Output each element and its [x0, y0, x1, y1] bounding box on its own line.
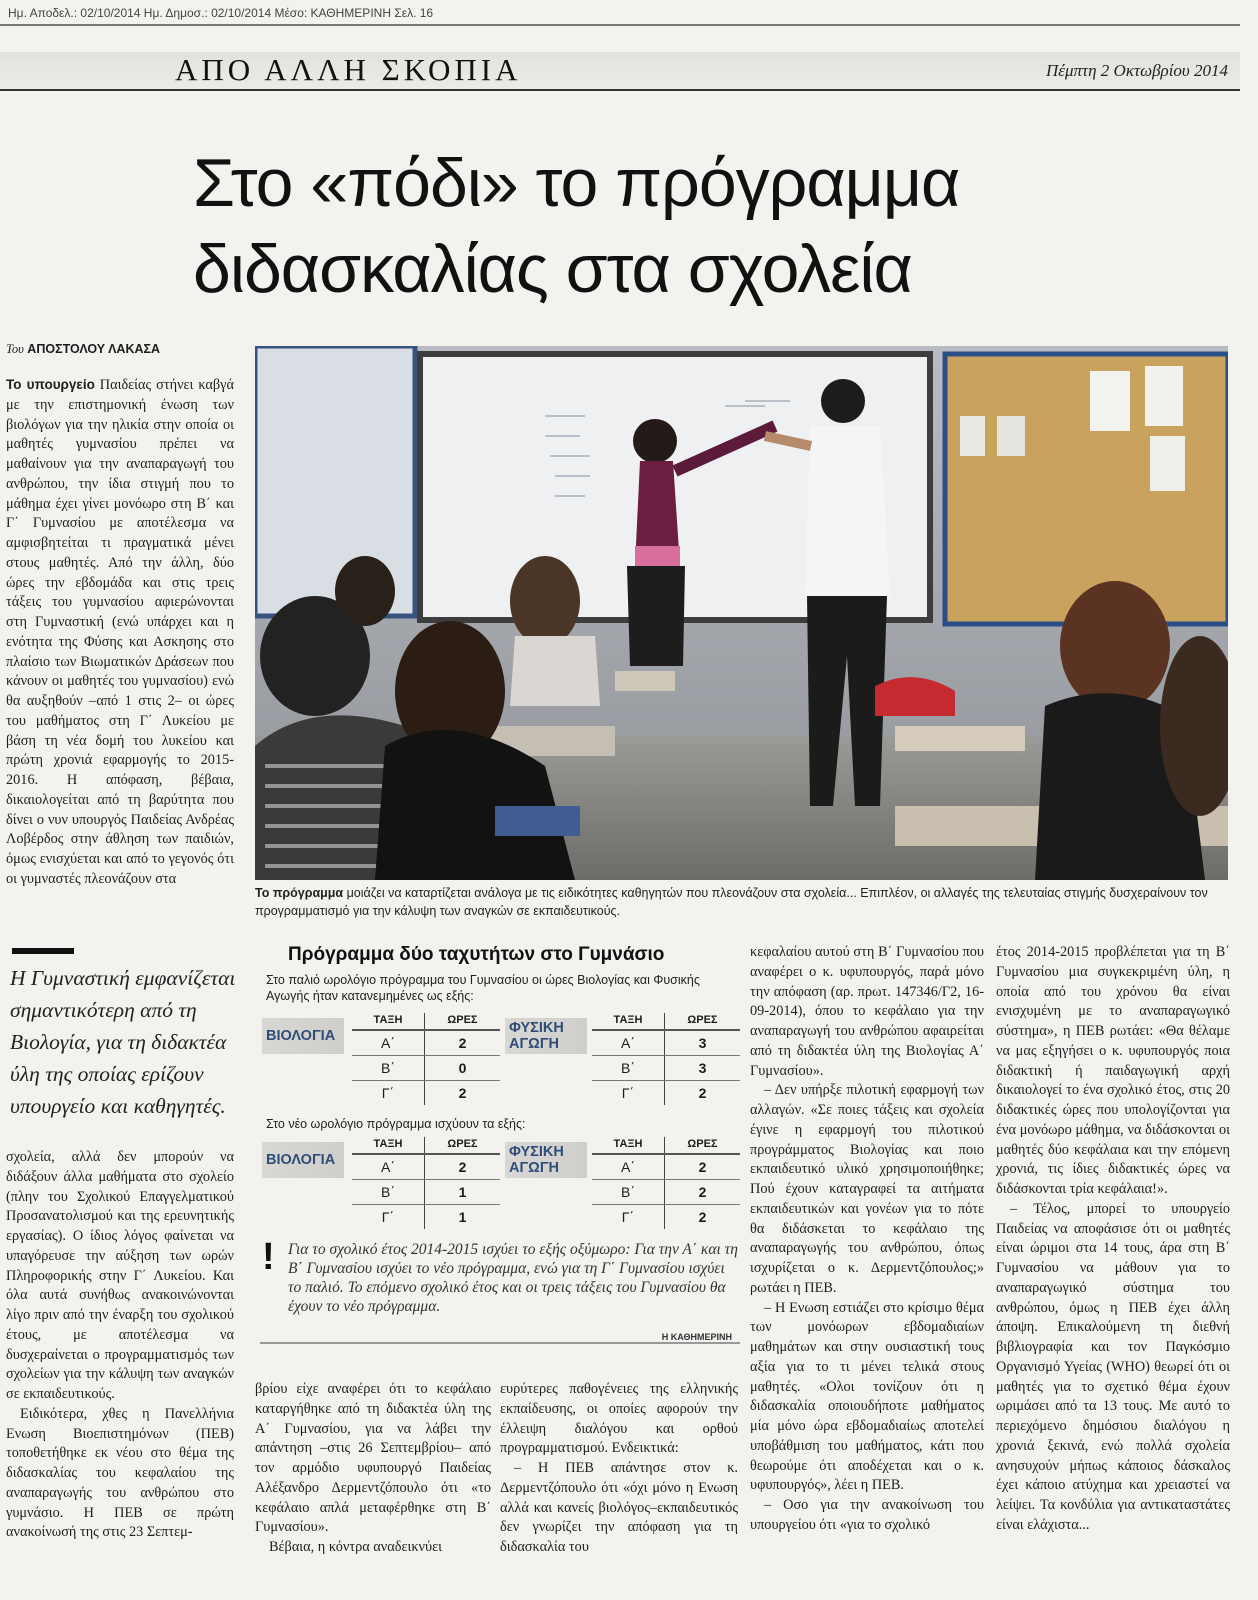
infobox-rule: [260, 1342, 740, 1344]
class-cell: Β΄: [592, 1055, 664, 1080]
byline-prefix: Του: [6, 342, 24, 356]
article-column-4: [750, 943, 984, 1600]
article-paragraph: κεφαλαίου αυτού στη Β΄ Γυμνασίου που αναφέρει ο κ. υφυπουργός, παρά μόνο την απόφαση (αρ. πρωτ. 147346/Γ2, 16-09-2014), όπου το κεφάλαιο για την αναπαραγωγή του ανθρώπου αφαιρείται από τη διδακτέα ύλη της Βιολογίας Α΄ Γυμνασίου».: [750, 944, 984, 1079]
infobox-title: Πρόγραμμα δύο ταχυτήτων στο Γυμνάσιο: [288, 944, 665, 965]
old-biology-table: [352, 1013, 500, 1105]
subject-label-biology: ΒΙΟΛΟΓΙΑ: [262, 1142, 344, 1178]
class-cell: Γ΄: [381, 1208, 395, 1225]
new-biology-table: [352, 1137, 500, 1229]
section-title: ΑΠΟ ΑΛΛΗ ΣΚΟΠΙΑ: [175, 52, 522, 87]
hours-cell: 2: [664, 1204, 740, 1229]
article-lead: Το υπουργείο: [6, 377, 95, 392]
class-cell: Γ΄: [621, 1208, 635, 1225]
column-header: ΩΡΕΣ: [424, 1137, 500, 1154]
issue-date: Πέμπτη 2 Οκτωβρίου 2014: [1046, 61, 1228, 80]
old-physical-education-table: [592, 1013, 740, 1105]
class-cell: Γ΄: [621, 1084, 635, 1101]
class-cell: Γ΄: [381, 1084, 395, 1101]
divider: [0, 89, 1240, 91]
hours-cell: 2: [664, 1080, 740, 1105]
class-cell: Β΄: [592, 1179, 664, 1204]
article-paragraph: έτος 2014-2015 προβλέπεται για τη Β΄ Γυμνασίου μια συγκεκριμένη ύλη, η οποία από του χρόνου θα είναι ενισχυμένη με το αναπαραγωγικό σύστημα», η ΠΕΒ ρωτάει: «Θα θέλαμε να μας εξηγήσει ο κ. υφυπουργός ποια διδακτική ή παιδαγωγική αρχή δικαιολογεί το ένα σχολικό έτος, στις 20 διδακτικές ώρες που υπολογίζονται για ένα μονόωρο μάθημα, να διδάσκονται οι μαθητές δύο κεφάλαια και την επόμενη χρονιά, τις ίδιες διδακτικές ώρες να διδάσκονται τρία κεφάλαια!».: [996, 944, 1230, 1197]
new-program-intro: Στο νέο ωρολόγιο πρόγραμμα ισχύουν τα εξής:: [266, 1117, 526, 1131]
infobox-note: Για το σχολικό έτος 2014-2015 ισχύει το εξής οξύμωρο: Για την Α΄ και τη Β΄ Γυμνασίου ισχύει το νέο πρόγραμμα, ενώ για τη Γ΄ Γυμνασίου ισχύει το παλιό. Το επόμενο σχολικό έτος και οι τρεις τάξεις του Γυμνασίου θα έχουν το νέο πρόγραμμα.: [288, 1241, 738, 1315]
subject-label-biology: ΒΙΟΛΟΓΙΑ: [262, 1018, 344, 1054]
subject-label-line: ΑΓΩΓΗ: [509, 1036, 559, 1052]
caption-text: μοιάζει να καταρτίζεται ανάλογα με τις ειδικότητες καθηγητών που πλεονάζουν στα σχολεία... Επιπλέον, οι αλλαγές της τελευταίας στιγμής δυσχεραίνουν τον προγραμματισμό για την κάλυψη των αναγκών σε εκπαιδευτικούς.: [255, 886, 1208, 918]
classroom-photo: [255, 346, 1228, 880]
pull-quote-rule: [12, 948, 74, 954]
old-program-intro: Στο παλιό ωρολόγιο πρόγραμμα του Γυμνασίου οι ώρες Βιολογίας και Φυσικής Αγωγής ήταν κατανεμημένες ως εξής:: [266, 973, 700, 1003]
class-cell: Β΄: [352, 1179, 424, 1204]
article-paragraph: σχολεία, αλλά δεν μπορούν να διδάξουν άλλα μαθήματα στο σχολείο (πλην του Σχολικού Επαγγελματικού Προσανατολισμού και της ερευνητικής εργασίας). Ο ίδιος λόγος φαίνεται να υπαγόρευσε την αύξηση των ωρών Πληροφορικής στην Γ΄ Λυκείου. Και όλα αυτά συνήθως ανακοινώνονται λίγο πριν από την έναρξη του σχολικού έτους, με αποτέλεσμα να δυσχεραίνεται ο προγραμματισμός των σχολείων για την κάλυψη των αναγκών σε εκπαιδευτικούς.: [6, 1149, 234, 1402]
article-text: Παιδείας στήνει καβγά με την επιστημονική ένωση των βιολόγων για την ηλικία στην οποία οι μαθητές γυμνασίου πρέπει να μαθαίνουν για την αναπαραγωγή του ανθρώπου, την ίδια στιγμή που το μάθημα έχει γίνει μονόωρο στη Β΄ και Γ΄ Γυμνασίου με αποτέλεσμα να αμφισβητείται τι πραγματικά μένει στους μαθητές. Από την άλλη, δύο ώρες την εβδομάδα και στις τρεις τάξεις του γυμνασίου αφιερώνονται στη Γυμναστική (ενώ υπάρχει και η ενότητα της Φύσης και Ασκησης στο πλαίσιο των Βιωματικών Δράσεων που κάνουν οι μαθητές του γυμνασίου) ενώ θα αυξηθούν –από 1 στις 2– οι ώρες του μαθήματος στη Γ΄ Λυκείου με βάση τη νέα δομή του λυκείου και πρώτη χρονιά εφαρμογής το 2015-2016. Η απόφαση, βέβαια, δικαιολογείται από τη βαρύτητα που δίνει ο νυν υπουργός Παιδείας Ανδρέας Λοβέρδος στην άθληση των παιδιών, όμως ενισχύεται και από το γεγονός ότι οι γυμναστές πλεονάζουν στα: [6, 377, 234, 887]
hours-cell: 1: [424, 1179, 500, 1204]
class-cell: Β΄: [352, 1055, 424, 1080]
headline-line: διδασκαλίας στα σχολεία: [193, 231, 912, 307]
column-header: ΤΑΞΗ: [352, 1137, 424, 1154]
column-header: ΤΑΞΗ: [592, 1013, 664, 1030]
subject-label-physical-education: [505, 1142, 587, 1178]
article-paragraph: – Τέλος, μπορεί το υπουργείο Παιδείας να αποφάσισε ότι οι μαθητές είναι ώριμοι στα 14 τους, άρα στη Β΄ Γυμνασίου να μάθουν για το αναπαραγωγικό σύστημα του ανθρώπου, όμως η ΠΕΒ έχει άλλη άποψη. Επικαλούμενη τη διεθνή βιβλιογραφία και τον Παγκόσμιο Οργανισμό Υγείας (WHO) θεωρεί ότι οι μαθητές για το σχετικό θέμα έχουν ωριμάσει από τα 13 τους. Με αυτό το περιεχόμενο δημόσιου διαλόγου η χρονιά ξεκινά, ενώ πολλά σχολεία ανησυχούν μήπως κάποιος δάσκαλος έχει κάποιο ατύχημα και χρειαστεί να λείψει. Τα κονδύλια για αντικαταστάτες είναι ελάχιστα...: [996, 1200, 1230, 1533]
subject-label-line: ΦΥΣΙΚΗ: [509, 1020, 564, 1036]
article-column-1b: [6, 1148, 234, 1600]
photo-caption: [255, 884, 1230, 920]
hours-cell: 2: [664, 1154, 740, 1179]
headline-line: Στο «πόδι» το πρόγραμμα: [193, 145, 960, 221]
class-cell: Α΄: [592, 1030, 664, 1055]
infobox: [260, 940, 740, 1355]
article-column-2: [255, 1380, 491, 1600]
pull-quote: Η Γυμναστική εμφανίζεται σημαντικότερη από τη Βιολογία, για τη διδακτέα ύλη της οποίας ερίζουν υπουργείο και καθηγητές.: [10, 966, 236, 1118]
caption-lead: Το πρόγραμμα: [255, 886, 344, 900]
class-cell: Α΄: [352, 1030, 424, 1055]
article-paragraph: – Η Ενωση εστιάζει στο κρίσιμο θέμα των μονόωρων εβδομαδιαίων μαθημάτων και στην ουσιαστική τους αξία για το τι μένει τελικά στους μαθητές. «Ολοι τονίζουν ότι η διδασκαλία οποιουδήποτε μαθήματος μία μόνο ώρα εβδομαδιαίως αποτελεί υποβάθμιση του μαθήματος, κάτι που θεωρούμε ότι αποδέχεται και ο κ. υφυπουργός», λέει η ΠΕΒ.: [750, 1299, 984, 1494]
subject-label-physical-education: [505, 1018, 587, 1054]
article-paragraph: – Οσο για την ανακοίνωση του υπουργείου ότι «για το σχολικό: [750, 1497, 984, 1533]
class-cell: Α΄: [592, 1154, 664, 1179]
hours-cell: 3: [664, 1055, 740, 1080]
hours-cell: 3: [664, 1030, 740, 1055]
divider: [0, 24, 1240, 26]
column-header: ΤΑΞΗ: [592, 1137, 664, 1154]
column-header: ΩΡΕΣ: [664, 1137, 740, 1154]
article-column-5: [996, 943, 1230, 1600]
hours-cell: 2: [424, 1030, 500, 1055]
byline: [6, 342, 160, 357]
article-column-1a: [6, 375, 234, 927]
article-paragraph: βρίου είχε αναφέρει ότι το κεφάλαιο καταργήθηκε από τη διδακτέα ύλη της Α΄ Γυμνασίου, για να λάβει την απάντηση –στις 26 Σεπτεμβρίου– από τον αρμόδιο υφυπουργό Παιδείας Αλέξανδρο Δερμεντζόπουλο ότι «το κεφάλαιο απλά μεταφέρθηκε στη Β΄ Γυμνασίου».: [255, 1381, 491, 1536]
infobox-credit: Η ΚΑΘΗΜΕΡΙΝΗ: [661, 1332, 732, 1342]
hours-cell: 2: [424, 1154, 500, 1179]
clipping-metadata: Ημ. Αποδελ.: 02/10/2014 Ημ. Δημοσ.: 02/10/2014 Μέσο: ΚΑΘΗΜΕΡΙΝΗ Σελ. 16: [8, 6, 434, 20]
article-column-3: [500, 1380, 738, 1600]
hours-cell: 2: [664, 1179, 740, 1204]
hours-cell: 0: [424, 1055, 500, 1080]
new-physical-education-table: [592, 1137, 740, 1229]
article-paragraph: – Δεν υπήρξε πιλοτική εφαρμογή των αλλαγών. «Σε ποιες τάξεις και σχολεία έγινε η εφαρμογή του πιλοτικού προγράμματος Βιολογίας και ποιο εκπαιδευτικό υλικό χρησιμοποιήθηκε; Πού έχουν καταγραφεί τα αιτήματα εκπαιδευτικών και γονέων για το πότε θα διδάσκεται το κεφάλαιο της αναπαραγωγής του ανθρώπου, όπως ισχυρίζεται ο κ. Δερμεντζόπουλος;» ρωτάει η ΠΕΒ.: [750, 1082, 984, 1296]
article-paragraph: – Η ΠΕΒ απάντησε στον κ. Δερμεντζόπουλο ότι «όχι μόνο η Ενωση αλλά και κανείς βιολόγος–εκπαιδευτικός δεν γνωρίζει την απόφαση για τη διδασκαλία του: [500, 1460, 738, 1555]
exclamation-icon: !: [262, 1236, 275, 1278]
column-header: ΩΡΕΣ: [424, 1013, 500, 1030]
column-header: ΤΑΞΗ: [352, 1013, 424, 1030]
hours-cell: 1: [424, 1204, 500, 1229]
byline-author: ΑΠΟΣΤΟΛΟΥ ΛΑΚΑΣΑ: [27, 342, 161, 356]
headline: [193, 140, 1193, 312]
column-header: ΩΡΕΣ: [664, 1013, 740, 1030]
hours-cell: 2: [424, 1080, 500, 1105]
article-paragraph: Βέβαια, η κόντρα αναδεικνύει: [269, 1539, 442, 1555]
subject-label-line: ΦΥΣΙΚΗ: [509, 1144, 564, 1160]
article-paragraph: Ειδικότερα, χθες η Πανελλήνια Ενωση Βιοεπιστημόνων (ΠΕΒ) τοποθετήθηκε εκ νέου στο θέμα της διδασκαλίας του κεφαλαίου της αναπαραγωγής του ανθρώπου στο γυμνάσιο. Η ΠΕΒ σε πρώτη ανακοίνωσή της στις 23 Σεπτεμ-: [6, 1405, 234, 1541]
class-cell: Α΄: [352, 1154, 424, 1179]
subject-label-line: ΑΓΩΓΗ: [509, 1160, 559, 1176]
article-paragraph: ευρύτερες παθογένειες της ελληνικής εκπαίδευσης, οι οποίες αφορούν την έλλειψη διαλόγου και ορθού προγραμματισμού. Ενδεικτικά:: [500, 1381, 738, 1457]
